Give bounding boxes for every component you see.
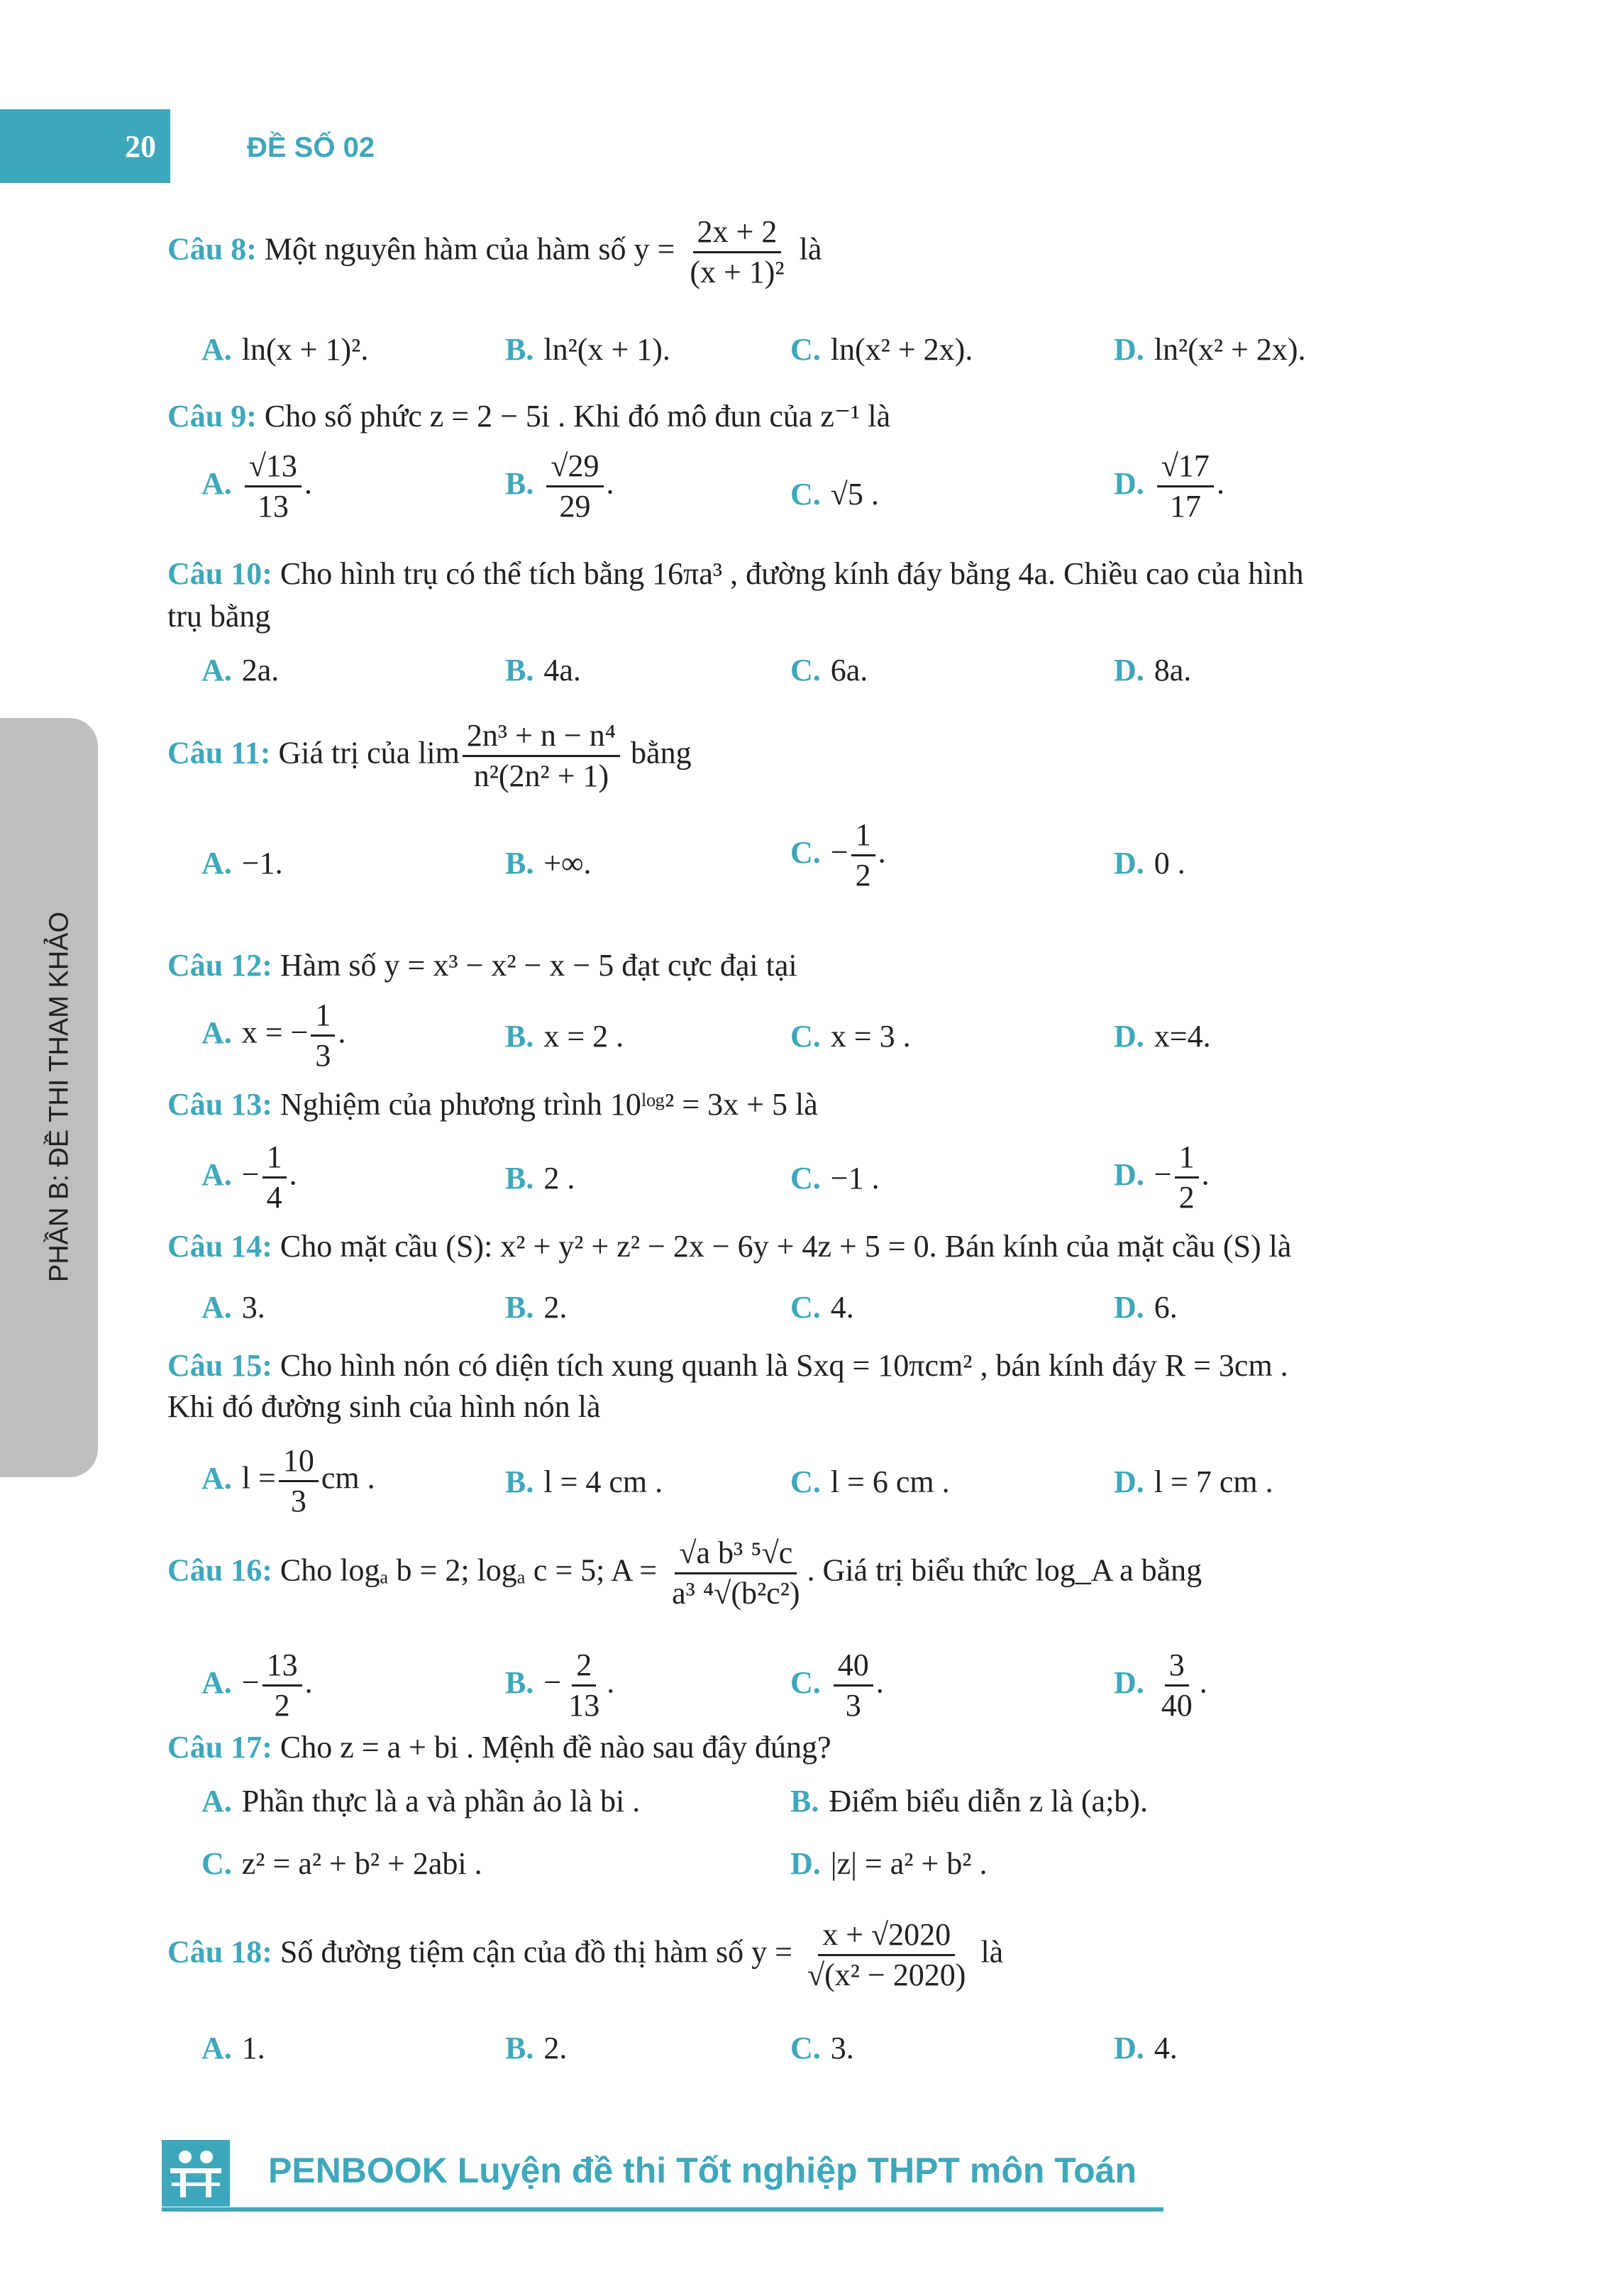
- fraction-denominator: 4: [266, 1180, 282, 1215]
- option-text: 4.: [830, 1290, 854, 1325]
- question-text: Một nguyên hàm của hàm số: [264, 231, 626, 267]
- fraction-denominator: 17: [1169, 489, 1201, 524]
- option-a: A. − $\frac{1}{4}$ .: [201, 1138, 297, 1217]
- fraction-denominator: 3: [290, 1484, 306, 1518]
- option-text: 2.: [543, 1290, 568, 1325]
- option-c: [790, 1017, 911, 1056]
- fraction-denominator: (x + 1)²: [690, 255, 785, 289]
- option-letter: D.: [1114, 332, 1144, 367]
- option-a: [201, 1288, 265, 1327]
- option-letter: C.: [790, 2031, 821, 2065]
- fraction-denominator: 2: [855, 858, 871, 893]
- option-letter: D.: [1114, 2031, 1144, 2065]
- fraction-denominator: 3: [845, 1688, 861, 1723]
- side-section-label: PHẦN B: ĐỀ THI THAM KHẢO: [44, 911, 74, 1283]
- fraction-numerator: √17: [1157, 447, 1214, 487]
- option-letter: C.: [790, 1290, 821, 1325]
- option-b: [505, 2029, 567, 2068]
- option-text: x = 3 .: [830, 1019, 911, 1054]
- option-letter: B.: [505, 2031, 534, 2065]
- option-b: [505, 331, 670, 369]
- fraction-denominator: 2: [1178, 1180, 1195, 1215]
- fraction: [668, 1534, 804, 1613]
- footer-title: PENBOOK Luyện đề thi Tốt nghiệp THPT môn Toán: [268, 2151, 1137, 2190]
- option-sign: −: [241, 1665, 260, 1700]
- option-a: [201, 2029, 265, 2068]
- fraction: [1157, 447, 1214, 526]
- question-8: [167, 213, 822, 292]
- option-text: l = 7 cm .: [1154, 1464, 1273, 1499]
- option-b: B. − $\frac{2}{13}$ .: [505, 1646, 614, 1725]
- fraction-numerator: 13: [262, 1646, 302, 1687]
- question-18: [167, 1916, 1003, 1994]
- question-text: Cho hình nón có diện tích xung quanh là Sxq = 10πcm² , bán kính đáy R = 3cm .: [280, 1348, 1288, 1383]
- option-d: D. $\frac{3}{40}$ .: [1114, 1646, 1207, 1725]
- option-prefix: x = −: [241, 1015, 309, 1050]
- option-letter: A.: [201, 1665, 232, 1700]
- question-tail: là: [980, 1934, 1004, 1970]
- option-letter: C.: [790, 1019, 821, 1054]
- option-c: C. $\frac{40}{3}$ .: [790, 1646, 884, 1725]
- fraction-numerator: x + √2020: [818, 1916, 955, 1956]
- option-letter: C.: [790, 1665, 821, 1700]
- exam-title: ĐỀ SỐ 02: [247, 132, 375, 163]
- option-letter: A.: [201, 1157, 232, 1192]
- option-c: C. − $\frac{1}{2}$ .: [790, 816, 886, 895]
- option-letter: C.: [790, 1464, 821, 1499]
- fraction-numerator: 1: [262, 1138, 287, 1179]
- question-17: [167, 1728, 831, 1767]
- fraction-numerator: 40: [834, 1646, 873, 1687]
- option-letter: A.: [201, 1460, 232, 1496]
- option-letter: A.: [201, 1290, 232, 1325]
- option-c: [790, 1159, 880, 1198]
- question-label: Câu 17:: [167, 1730, 272, 1765]
- option-b: [505, 1159, 575, 1198]
- option-text: 2a.: [241, 653, 280, 688]
- option-letter: D.: [1114, 846, 1144, 881]
- fraction-numerator: 2n³ + n − n⁴: [463, 717, 620, 757]
- option-letter: D.: [1114, 1157, 1144, 1192]
- option-text: ln²(x + 1).: [543, 332, 670, 367]
- option-letter: B.: [505, 1665, 534, 1700]
- option-letter: C.: [201, 1846, 232, 1881]
- option-letter: C.: [790, 1161, 821, 1196]
- option-letter: B.: [505, 332, 534, 367]
- option-a: A. $\frac{√13}{13}$ .: [201, 447, 312, 526]
- fraction: [1157, 1646, 1197, 1725]
- option-d: D. $\frac{√17}{17}$ .: [1114, 447, 1224, 526]
- question-text: Giá trị của: [278, 735, 411, 771]
- option-text: 3.: [830, 2031, 854, 2065]
- option-text: 1.: [241, 2031, 265, 2065]
- fraction-denominator: 13: [568, 1688, 600, 1723]
- question-text: Cho mặt cầu (S): x² + y² + z² − 2x − 6y + 4z + 5 = 0. Bán kính của mặt cầu (S) là: [280, 1229, 1292, 1264]
- question-text: Số đường tiệm cận của đồ thị hàm số: [280, 1934, 744, 1970]
- option-letter: B.: [505, 1019, 534, 1054]
- option-text: 3.: [241, 1290, 265, 1325]
- option-letter: D.: [1114, 1464, 1144, 1499]
- fraction-numerator: 2: [572, 1646, 596, 1687]
- option-sign: −: [241, 1157, 260, 1192]
- fraction-numerator: √13: [245, 447, 302, 487]
- fraction-denominator: 13: [257, 489, 289, 524]
- limit-symbol: lim: [418, 735, 460, 771]
- option-text: Phần thực là a và phần ảo là bi .: [241, 1784, 641, 1818]
- question-10-line2: [167, 597, 270, 636]
- option-d: [1114, 331, 1306, 369]
- question-9: [167, 397, 890, 436]
- option-d: [1114, 651, 1191, 690]
- question-text: Cho logₐ b = 2; logₐ c = 5; A =: [280, 1552, 658, 1588]
- option-letter: C.: [790, 653, 821, 688]
- option-text: 8a.: [1154, 653, 1192, 688]
- option-text: x = 2 .: [543, 1019, 624, 1054]
- fraction: [262, 1138, 287, 1217]
- option-letter: D.: [1114, 1290, 1144, 1325]
- fraction-denominator: a³ ⁴√(b²c²): [672, 1576, 800, 1611]
- option-letter: D.: [1114, 653, 1144, 688]
- question-text: Khi đó đường sinh của hình nón là: [167, 1389, 601, 1424]
- option-letter: A.: [201, 653, 232, 688]
- question-text: Nghiệm của phương trình 10ˡᵒᵍ² = 3x + 5 là: [280, 1087, 818, 1122]
- expr-lhs: y =: [634, 231, 675, 267]
- option-letter: B.: [790, 1784, 819, 1818]
- question-label: Câu 15:: [167, 1348, 272, 1383]
- question-10: [167, 555, 1303, 593]
- question-label: Câu 12:: [167, 948, 272, 983]
- option-sign: −: [830, 834, 848, 870]
- option-c: [790, 2029, 854, 2068]
- fraction-numerator: 1: [1175, 1138, 1199, 1179]
- question-text: Cho hình trụ có thể tích bằng 16πa³ , đường kính đáy bằng 4a. Chiều cao của hình: [280, 556, 1304, 591]
- option-text: −1.: [241, 846, 283, 881]
- option-text: z² = a² + b² + 2abi .: [241, 1846, 482, 1881]
- option-sign: −: [543, 1665, 562, 1700]
- question-label: Câu 9:: [167, 399, 257, 434]
- option-text: 0 .: [1154, 846, 1185, 881]
- question-label: Câu 14:: [167, 1229, 272, 1264]
- option-a: [201, 1442, 375, 1520]
- fraction-numerator: 2x + 2: [693, 213, 782, 253]
- option-letter: A.: [201, 332, 232, 367]
- option-c: [790, 1288, 854, 1327]
- option-letter: C.: [790, 834, 821, 870]
- option-b: [505, 651, 581, 690]
- option-text: 6.: [1154, 1290, 1178, 1325]
- fraction-denominator: n²(2n² + 1): [473, 758, 609, 793]
- option-d: [1114, 1288, 1178, 1327]
- option-letter: D.: [1114, 1665, 1144, 1700]
- fraction: [463, 717, 620, 795]
- option-letter: D.: [790, 1846, 821, 1881]
- option-letter: C.: [790, 477, 821, 512]
- question-12: [167, 946, 797, 985]
- option-b: [505, 844, 592, 883]
- option-letter: A.: [201, 465, 232, 501]
- fraction-numerator: √29: [546, 447, 603, 487]
- option-a: [201, 331, 368, 369]
- fraction: [803, 1916, 970, 1994]
- option-text: |z| = a² + b² .: [830, 1846, 988, 1881]
- option-c: [790, 475, 879, 514]
- option-a: [201, 844, 283, 883]
- fraction: [311, 996, 335, 1075]
- option-text: √5 .: [830, 477, 879, 512]
- question-label: Câu 16:: [167, 1552, 272, 1588]
- question-label: Câu 13:: [167, 1087, 272, 1122]
- option-letter: D.: [1114, 1019, 1144, 1054]
- option-text: 6a.: [830, 653, 868, 688]
- option-text: 2 .: [543, 1161, 575, 1196]
- option-text: 4a.: [543, 653, 581, 688]
- option-b: [505, 1017, 624, 1056]
- option-d: [790, 1845, 987, 1883]
- option-text: 2.: [543, 2031, 568, 2065]
- question-label: Câu 8:: [167, 231, 257, 267]
- fraction-denominator: √(x² − 2020): [807, 1958, 966, 1992]
- option-text: 4.: [1154, 2031, 1178, 2065]
- option-d: [1114, 2029, 1178, 2068]
- fraction-denominator: 2: [274, 1688, 290, 1723]
- question-14: [167, 1227, 1291, 1266]
- fraction-numerator: 10: [279, 1442, 319, 1482]
- option-d: [1114, 844, 1185, 883]
- option-c: [790, 651, 868, 690]
- fraction: [851, 816, 875, 895]
- question-text: Cho z = a + bi . Mệnh đề nào sau đây đúng?: [280, 1730, 831, 1765]
- fraction-numerator: √a b³ ⁵√c: [675, 1534, 797, 1574]
- option-a: A. − $\frac{13}{2}$ .: [201, 1646, 313, 1725]
- option-letter: B.: [505, 465, 534, 501]
- option-letter: B.: [505, 653, 534, 688]
- option-letter: A.: [201, 1784, 232, 1818]
- expr-lhs: y =: [751, 1934, 792, 1970]
- option-b: [505, 1288, 567, 1327]
- option-letter: A.: [201, 1015, 232, 1050]
- option-text: l = 4 cm .: [543, 1464, 663, 1499]
- option-d: [1114, 1463, 1273, 1501]
- question-tail: . Giá trị biểu thức log_A a bằng: [807, 1552, 1202, 1588]
- option-letter: A.: [201, 846, 232, 881]
- fraction-numerator: 1: [311, 996, 335, 1037]
- fraction: [279, 1442, 319, 1520]
- option-sign: −: [1154, 1157, 1172, 1192]
- question-text: trụ bằng: [167, 599, 271, 634]
- option-b: [790, 1782, 1148, 1821]
- question-text: Cho số phức z = 2 − 5i . Khi đó mô đun của z⁻¹ là: [264, 399, 891, 434]
- option-b: B. $\frac{√29}{29}$ .: [505, 447, 614, 526]
- penbook-logo-icon: [162, 2140, 230, 2207]
- fraction: [685, 213, 788, 292]
- option-letter: B.: [505, 1464, 534, 1499]
- option-text: Điểm biểu diễn z là (a;b).: [829, 1784, 1148, 1818]
- option-letter: D.: [1114, 465, 1144, 501]
- fraction-denominator: 40: [1161, 1688, 1193, 1723]
- option-letter: A.: [201, 2031, 232, 2065]
- option-a: [201, 651, 279, 690]
- question-15-line2: [167, 1388, 601, 1426]
- question-label: Câu 10:: [167, 556, 272, 591]
- question-label: Câu 11:: [167, 735, 271, 771]
- fraction: [564, 1646, 604, 1725]
- option-b: [505, 1463, 663, 1501]
- question-11: [167, 717, 692, 795]
- option-d: [1114, 1017, 1211, 1056]
- option-letter: B.: [505, 846, 534, 881]
- option-c: [201, 1845, 482, 1883]
- option-d: D. − $\frac{1}{2}$ .: [1114, 1138, 1210, 1217]
- option-text: −1 .: [830, 1161, 880, 1196]
- option-c: [790, 331, 973, 369]
- question-16: [167, 1534, 1202, 1613]
- fraction-numerator: 3: [1165, 1646, 1189, 1687]
- option-suffix: cm .: [321, 1460, 375, 1496]
- option-letter: C.: [790, 332, 821, 367]
- option-letter: B.: [505, 1161, 534, 1196]
- option-text: ln(x² + 2x).: [830, 332, 973, 367]
- question-15: [167, 1347, 1288, 1385]
- fraction: [546, 447, 603, 526]
- fraction: [834, 1646, 873, 1725]
- footer-rule: [162, 2207, 1163, 2212]
- option-text: ln(x + 1)².: [241, 332, 369, 367]
- option-text: l = 6 cm .: [830, 1464, 950, 1499]
- option-a: [201, 1782, 640, 1821]
- option-text: ln²(x² + 2x).: [1154, 332, 1306, 367]
- fraction: [1175, 1138, 1199, 1217]
- fraction: [245, 447, 302, 526]
- page-number: 20: [125, 128, 156, 164]
- option-letter: B.: [505, 1290, 534, 1325]
- fraction-denominator: 3: [315, 1038, 331, 1073]
- fraction-denominator: 29: [559, 489, 591, 524]
- option-a: A. x = − $\frac{1}{3}$ .: [201, 996, 345, 1075]
- question-tail: là: [799, 231, 822, 267]
- question-13: [167, 1086, 818, 1124]
- option-c: [790, 1463, 950, 1501]
- question-text: Hàm số y = x³ − x² − x − 5 đạt cực đại tại: [280, 948, 797, 983]
- option-prefix: l =: [241, 1460, 276, 1496]
- fraction: [262, 1646, 302, 1725]
- option-text: +∞.: [543, 846, 592, 881]
- fraction-numerator: 1: [851, 816, 875, 856]
- question-tail: bằng: [631, 735, 692, 771]
- page-number-badge: [0, 109, 170, 183]
- option-text: x=4.: [1154, 1019, 1211, 1054]
- question-label: Câu 18:: [167, 1934, 272, 1970]
